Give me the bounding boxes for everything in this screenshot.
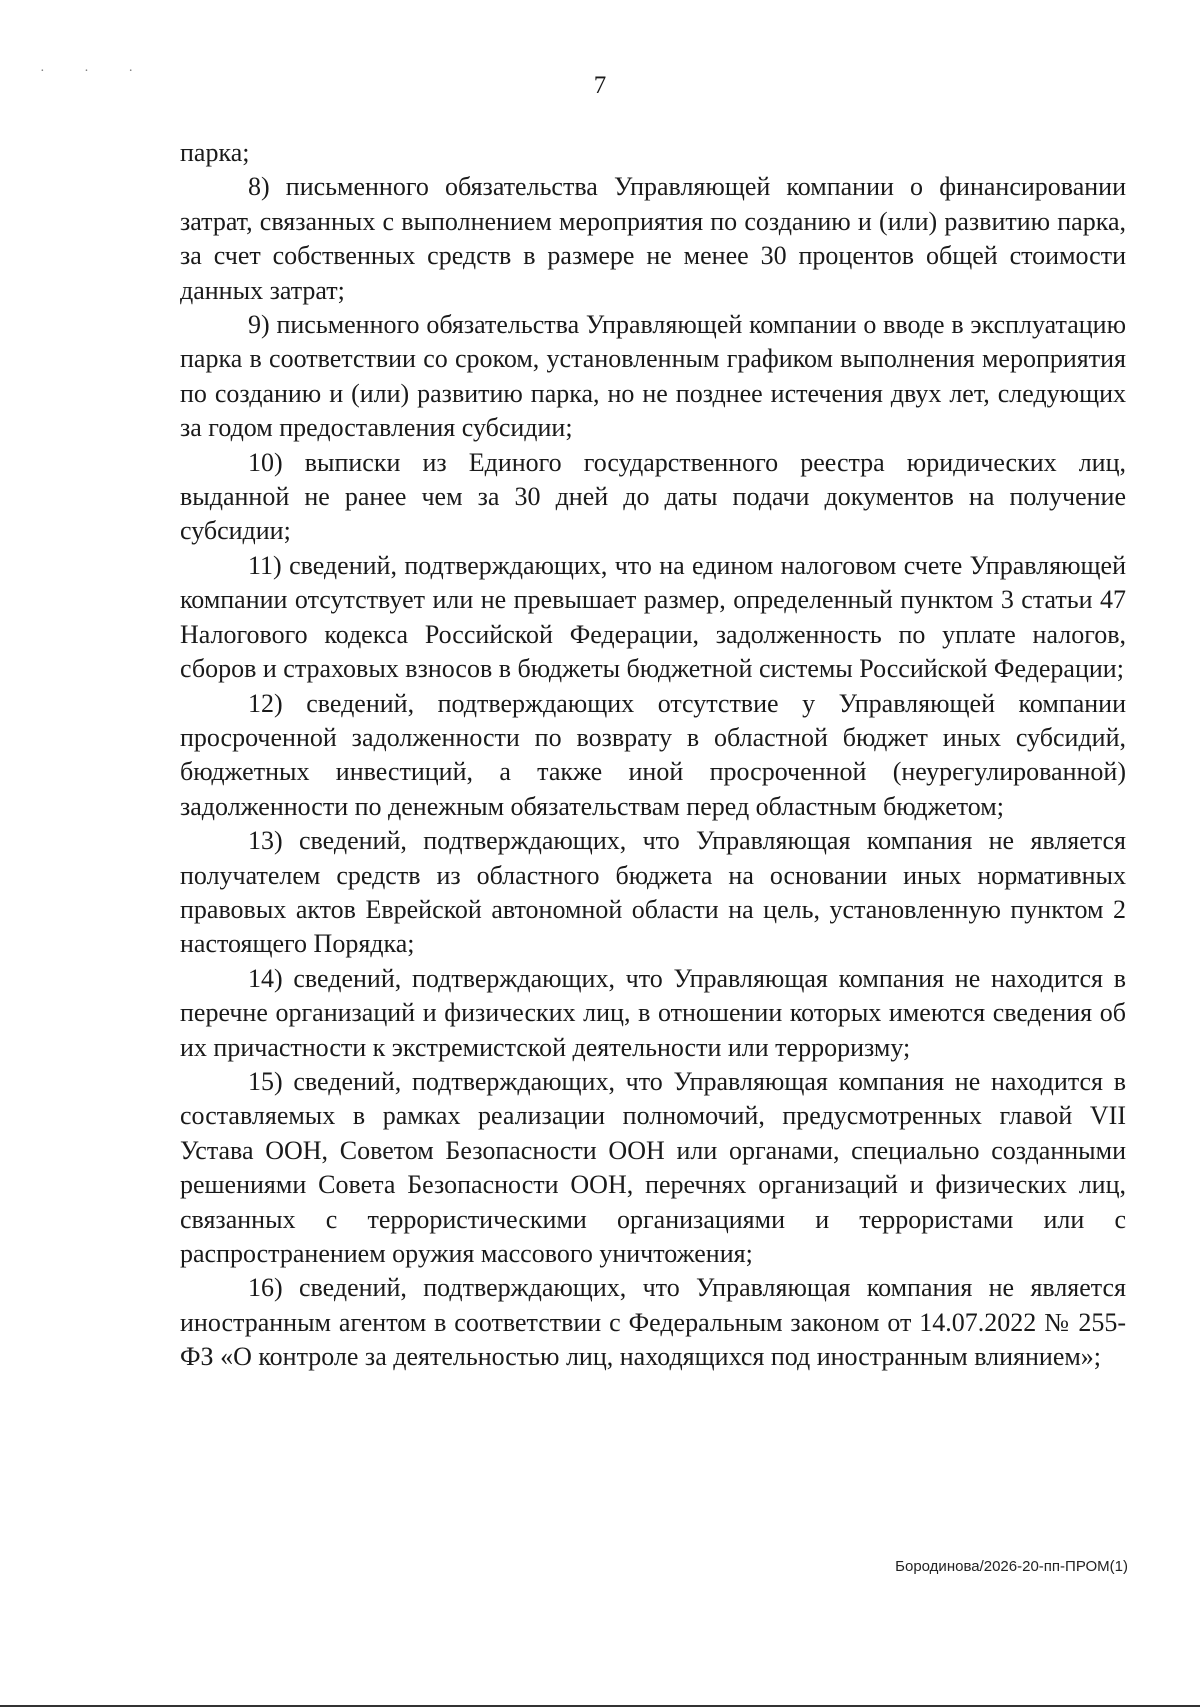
list-item-16: 16) сведений, подтверждающих, что Управляющая компания не является иностранным агентом в соответствии с Федеральным законом от 14.07.2022 № 255-ФЗ «О контроле за деятельностью лиц, находящихся под иностранным влиянием»; [180, 1273, 1126, 1372]
document-body [180, 136, 1126, 1375]
list-item-12: 12) сведений, подтверждающих отсутствие у Управляющей компании просроченной задолженности по возврату в областной бюджет иных субсидий, бюджетных инвестиций, а также иной просроченной (неурегулированной) задолженности по денежным обязательствам перед областным бюджетом; [180, 688, 1126, 821]
scan-artifact-marks: · · · [40, 64, 151, 79]
paragraph-continuation: парка; [180, 138, 250, 167]
list-item-14: 14) сведений, подтверждающих, что Управляющая компания не находится в перечне организаций и физических лиц, в отношении которых имеются сведения об их причастности к экстремистской деятельности или терроризму; [180, 963, 1126, 1062]
list-item-8: 8) письменного обязательства Управляющей компании о финансировании затрат, связанных с выполнением мероприятия по созданию и (или) развитию парка, за счет собственных средств в размере не менее 30 процентов общей стоимости данных затрат; [180, 172, 1126, 305]
list-item-13: 13) сведений, подтверждающих, что Управляющая компания не является получателем средств из областного бюджета на основании иных нормативных правовых актов Еврейской автономной области на цель, установленную пунктом 2 настоящего Порядка; [180, 826, 1126, 959]
list-item-11: 11) сведений, подтверждающих, что на едином налоговом счете Управляющей компании отсутствует или не превышает размер, определенный пунктом 3 статьи 47 Налогового кодекса Российской Федерации, задолженность по уплате налогов, сборов и страховых взносов в бюджеты бюджетной системы Российской Федерации; [180, 550, 1126, 684]
list-item-10: 10) выписки из Единого государственного реестра юридических лиц, выданной не ранее чем за 30 дней до даты подачи документов на получение субсидии; [180, 447, 1126, 546]
page-number: 7 [593, 72, 607, 99]
document-reference-code: Бородинова/2026-20-пп-ПРОМ(1) [895, 1558, 1128, 1575]
list-item-9: 9) письменного обязательства Управляющей компании о вводе в эксплуатацию парка в соответствии со сроком, установленным графиком выполнения мероприятия по созданию и (или) развитию парка, но не позднее истечения двух лет, следующих за годом предоставления субсидии; [180, 310, 1126, 443]
list-item-15: 15) сведений, подтверждающих, что Управляющая компания не находится в составляемых в рамках реализации полномочий, предусмотренных главой VII Устава ООН, Советом Безопасности ООН или органами, специально созданными решениями Совета Безопасности ООН, перечнях организаций и физических лиц, связанных с террористическими организациями и террористами или с распространением оружия массового уничтожения; [180, 1066, 1126, 1268]
